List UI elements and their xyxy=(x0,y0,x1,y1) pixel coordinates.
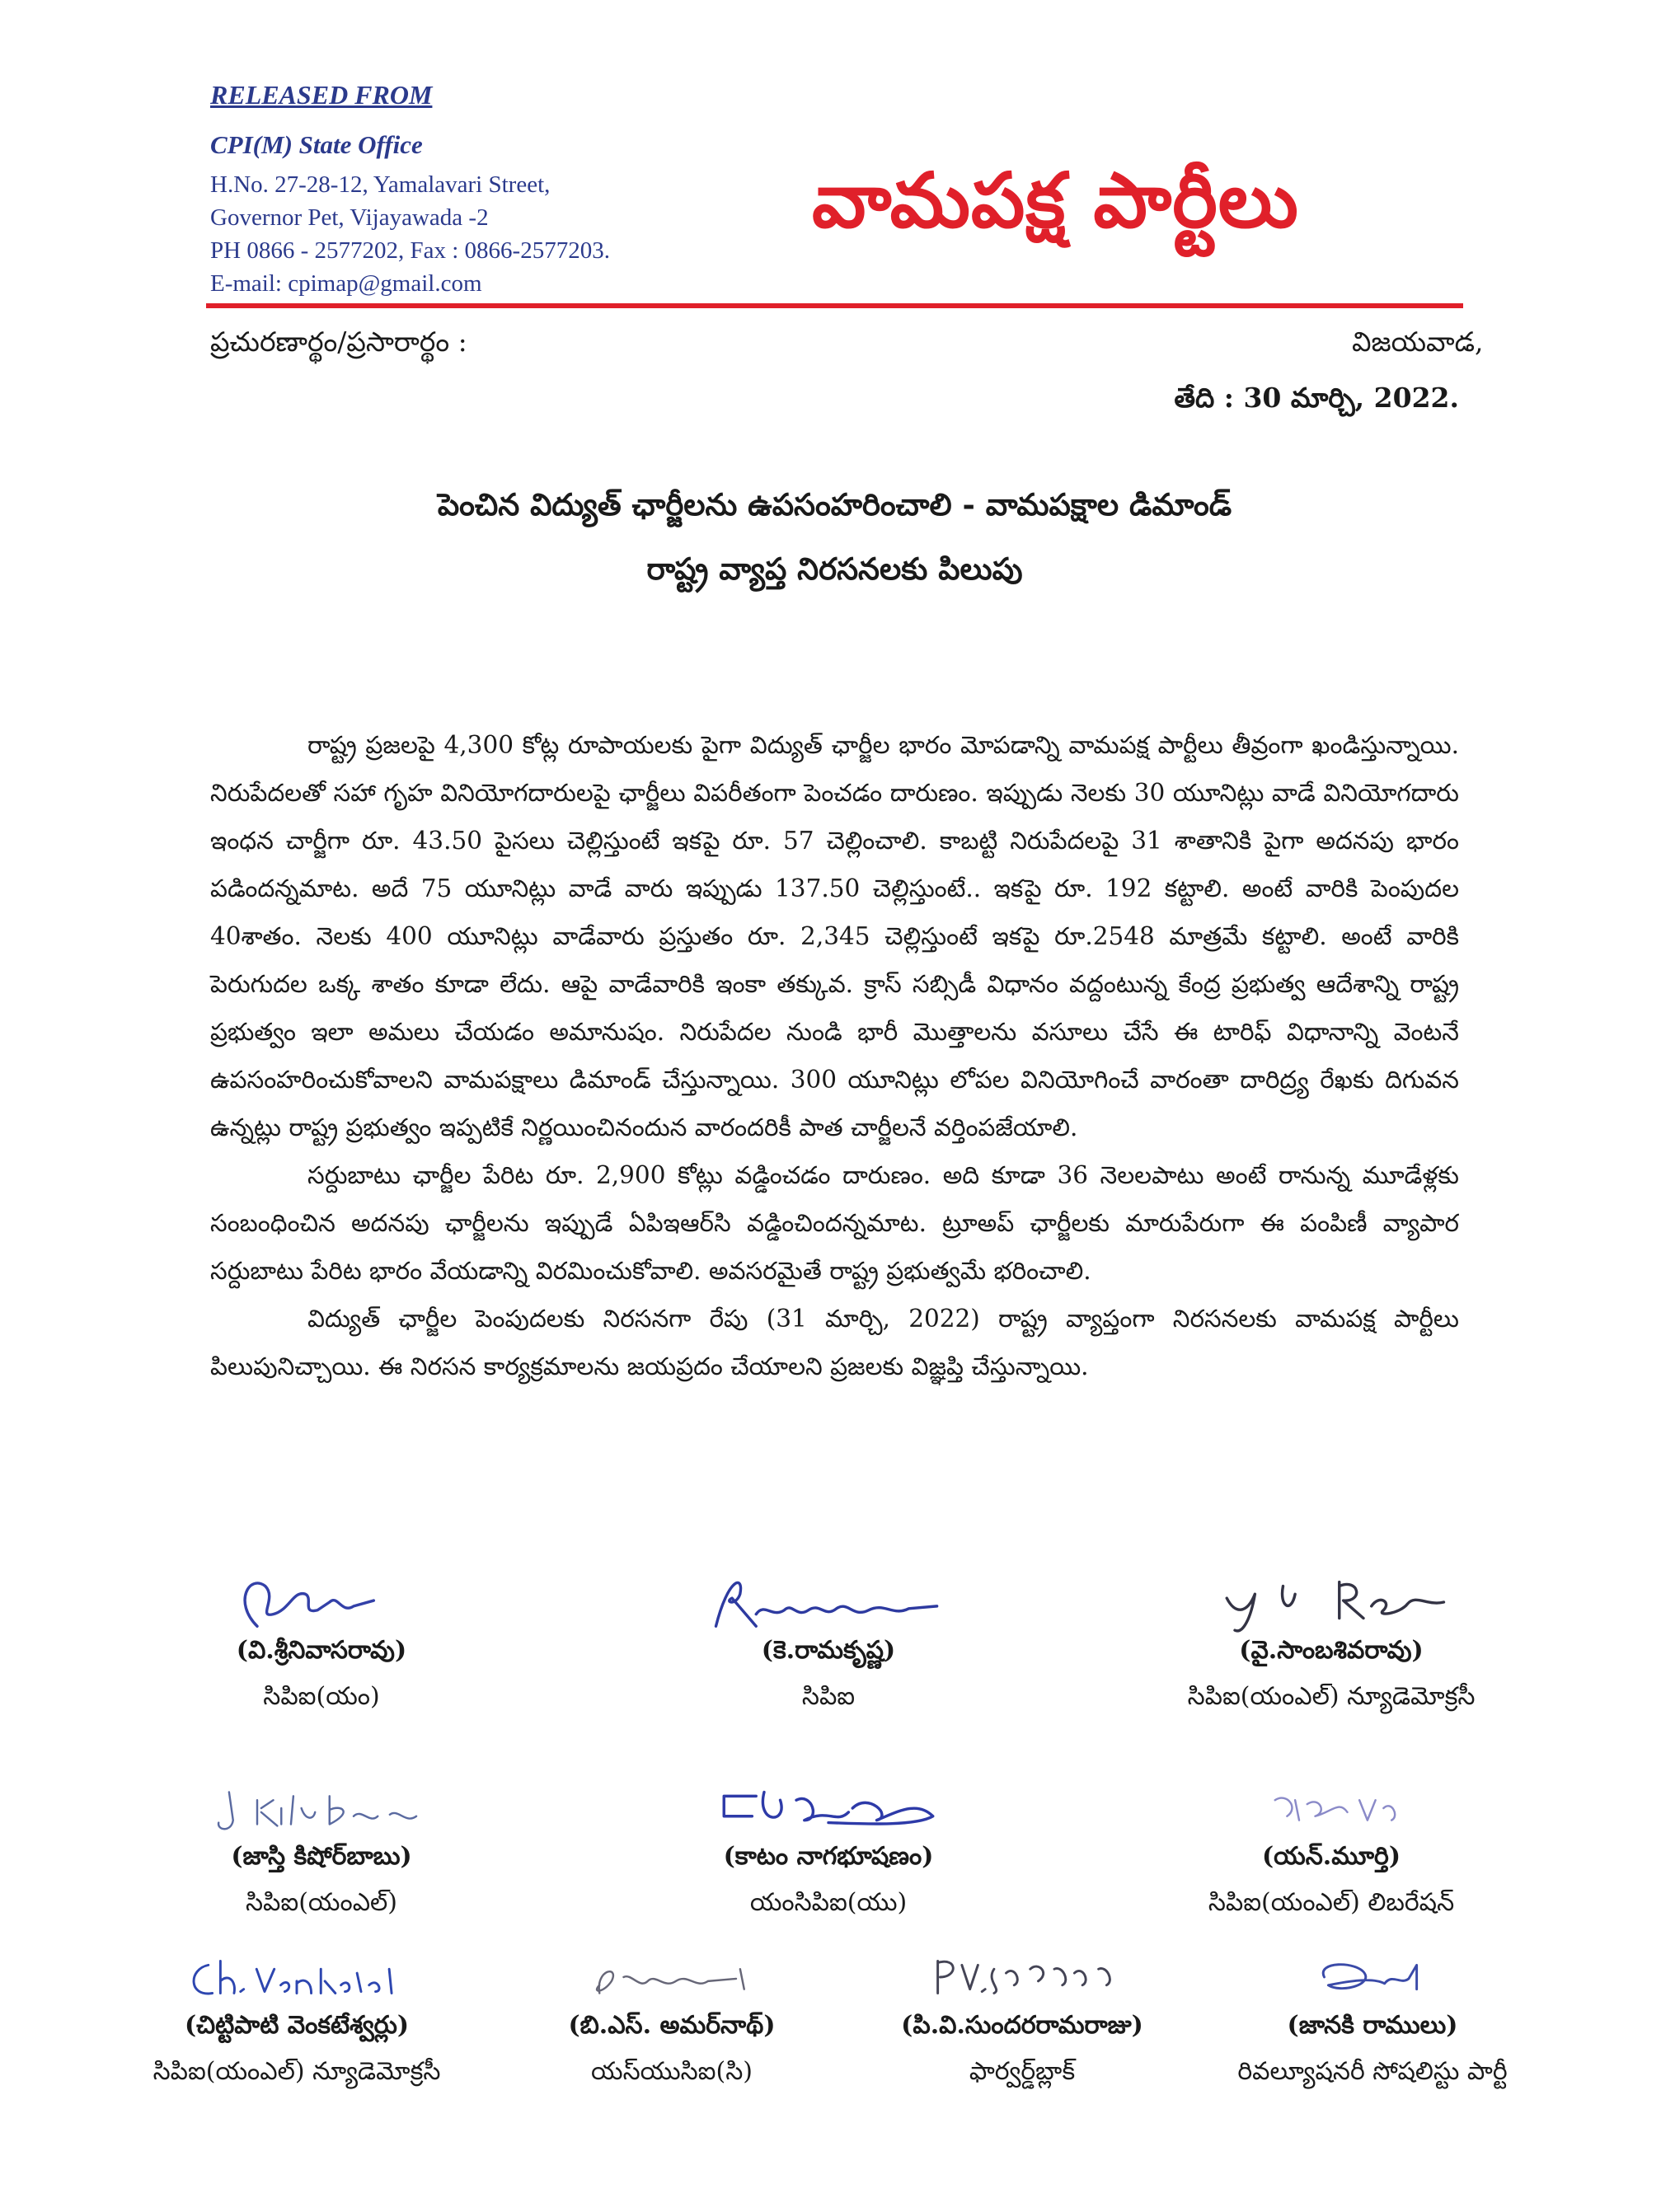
signatory-party: ఫార్వర్డ్‌బ్లాక్ xyxy=(969,2057,1076,2086)
phone-fax-line: PH 0866 - 2577202, Fax : 0866-2577203. xyxy=(210,237,610,264)
signatory-name: (జానకి రాములు) xyxy=(1287,2011,1458,2040)
signatory-party: సిపిఐ(యం) xyxy=(263,1682,380,1711)
signatory-name: (జాస్తి కిషోర్‌బాబు) xyxy=(231,1842,412,1871)
body-paragraph: విద్యుత్ ఛార్జీల పెంపుదలకు నిరసనగా రేపు (31 మార్చి, 2022) రాష్ట్ర వ్యాప్తంగా నిరసనలకు వామపక్ష పార్టీలు పిలుపునిచ్చాయి. ఈ నిరసన కార్యక్రమాలను జయప్రదం చేయాలని ప్రజలకు విజ్ఞప్తి చేస్తున్నాయి. xyxy=(210,1305,1459,1380)
body-paragraph: సర్దుబాటు ఛార్జీల పేరిట రూ. 2,900 కోట్లు వడ్డించడం దారుణం. అది కూడా 36 నెలలపాటు అంటే రానున్న మూడేళ్లకు సంబంధించిన అదనపు ఛార్జీలను ఇప్పుడే ఏపిఇఆర్‌సి వడ్డించిందన్నమాట. ట్రూఅప్ ఛార్జీలకు మారుపేరుగా ఈ పంపిణీ వ్యాపార సర్దుబాటు పేరిట భారం వేయడాన్ని విరమించుకోవాలి. అవసరమైతే రాష్ట్ర ప్రభుత్వమే భరించాలి. xyxy=(210,1161,1459,1285)
handwritten-signature xyxy=(173,1945,420,2009)
signatory xyxy=(140,1570,503,1713)
signatory-name: (కె.రామకృష్ణ) xyxy=(761,1636,896,1665)
headline-secondary: రాష్ట్ర వ్యాప్త నిరసనలకు పిలుపు xyxy=(646,551,1023,587)
handwritten-signature xyxy=(899,1945,1146,2009)
signatory-party: సిపిఐ xyxy=(801,1682,856,1711)
address-line: Governor Pet, Vijayawada -2 xyxy=(210,204,489,231)
signatory-party: సిపిఐ(యంఎల్) న్యూడెమోక్రసీ xyxy=(152,2057,441,2086)
brand-title: వామపక్ష పార్టీలు xyxy=(812,157,1299,245)
email-line: E-mail: cpimap@gmail.com xyxy=(210,270,482,297)
signatory xyxy=(140,1776,503,1919)
handwritten-signature xyxy=(198,1570,445,1634)
signatory-name: (యన్.మూర్తి) xyxy=(1261,1842,1401,1871)
signatory-name: (పి.వి.సుందరరామరాజు) xyxy=(901,2011,1143,2040)
handwritten-signature xyxy=(1208,1570,1455,1634)
handwritten-signature xyxy=(198,1776,445,1840)
signatory-name: (చిట్టిపాటి వెంకటేశ్వర్లు) xyxy=(184,2011,410,2040)
handwritten-signature xyxy=(1208,1776,1455,1840)
office-name: CPI(M) State Office xyxy=(210,130,423,159)
handwritten-signature xyxy=(705,1570,952,1634)
released-from-label: RELEASED FROM xyxy=(210,80,433,110)
address-line: H.No. 27-28-12, Yamalavari Street, xyxy=(210,171,551,198)
signatory-party: సిపిఐ(యంఎల్) న్యూడెమోక్రసీ xyxy=(1187,1682,1476,1711)
press-release-body xyxy=(210,721,1459,1390)
signatory xyxy=(647,1570,1010,1713)
handwritten-signature xyxy=(548,1945,795,2009)
signatory-name: (బి.ఎస్. అమర్‌నాథ్) xyxy=(568,2011,776,2040)
release-label: ప్రచురణార్థం/ప్రసారార్థం : xyxy=(210,326,467,358)
signatory-name: (వి.శ్రీనివాసరావు) xyxy=(236,1636,407,1665)
signatory xyxy=(1191,1945,1554,2088)
signatory xyxy=(1150,1570,1513,1713)
signatory-party: యంసిపిఐ(యు) xyxy=(749,1888,908,1917)
date-label: తేది : 30 మార్చి, 2022. xyxy=(1174,382,1459,414)
signatory xyxy=(647,1776,1010,1919)
signatory xyxy=(490,1945,853,2088)
signatory-party: రివల్యూషనరీ సోషలిస్టు పార్టీ xyxy=(1237,2057,1508,2086)
signatory-party: సిపిఐ(యంఎల్) లిబరేషన్ xyxy=(1208,1888,1455,1917)
signatory-party: యస్‌యుసిఐ(సి) xyxy=(591,2057,753,2086)
signatory xyxy=(1150,1776,1513,1919)
signatory xyxy=(115,1945,478,2088)
signatory-party: సిపిఐ(యంఎల్) xyxy=(246,1888,397,1917)
letterhead-divider xyxy=(206,303,1463,308)
handwritten-signature xyxy=(1249,1945,1496,2009)
signatory xyxy=(841,1945,1204,2088)
place-label: విజయవాడ, xyxy=(1352,326,1484,358)
signatory-name: (కాటం నాగభూషణం) xyxy=(723,1842,934,1871)
signatory-name: (వై.సాంబశివరావు) xyxy=(1239,1636,1424,1665)
handwritten-signature xyxy=(705,1776,952,1840)
body-paragraph: రాష్ట్ర ప్రజలపై 4,300 కోట్ల రూపాయలకు పైగా విద్యుత్ ఛార్జీల భారం మోపడాన్ని వామపక్ష పార్టీలు తీవ్రంగా ఖండిస్తున్నాయి. నిరుపేదలతో సహా గృహ వినియోగదారులపై ఛార్జీలు విపరీతంగా పెంచడం దారుణం. ఇప్పుడు నెలకు 30 యూనిట్లు వాడే వినియోగదారు ఇంధన చార్జీగా రూ. 43.50 పైసలు చెల్లిస్తుంటే ఇకపై రూ. 57 చెల్లించాలి. కాబట్టి నిరుపేదలపై 31 శాతానికి పైగా అదనపు భారం పడిందన్నమాట. అదే 75 యూనిట్లు వాడే వారు ఇప్పుడు 137.50 చెల్లిస్తుంటే.. ఇకపై రూ. 192 కట్టాలి. అంటే వారికి పెంపుదల 40శాతం. నెలకు 400 యూనిట్లు వాడేవారు ప్రస్తుతం రూ. 2,345 చెల్లిస్తుంటే ఇకపై రూ.2548 మాత్రమే కట్టాలి. అంటే వారికి పెరుగుదల ఒక్క శాతం కూడా లేదు. ఆపై వాడేవారికి ఇంకా తక్కువ. క్రాస్ సబ్సిడీ విధానం వద్దంటున్న కేంద్ర ప్రభుత్వ ఆదేశాన్ని రాష్ట్ర ప్రభుత్వం ఇలా అమలు చేయడం అమానుషం. నిరుపేదల నుండి భారీ మొత్తాలను వసూలు చేసే ఈ టారిఫ్ విధానాన్ని వెంటనే ఉపసంహరించుకోవాలని వామపక్షాలు డిమాండ్ చేస్తున్నాయి. 300 యూనిట్లు లోపల వినియోగించే వారంతా దారిద్ర్య రేఖకు దిగువన ఉన్నట్లు రాష్ట్ర ప్రభుత్వం ఇప్పటికే నిర్ణయించినందున వారందరికీ పాత చార్జీలనే వర్తింపజేయాలి. xyxy=(210,731,1459,1141)
headline-primary: పెంచిన విద్యుత్ ఛార్జీలను ఉపసంహరించాలి - వామపక్షాల డిమాండ్ xyxy=(437,486,1232,523)
